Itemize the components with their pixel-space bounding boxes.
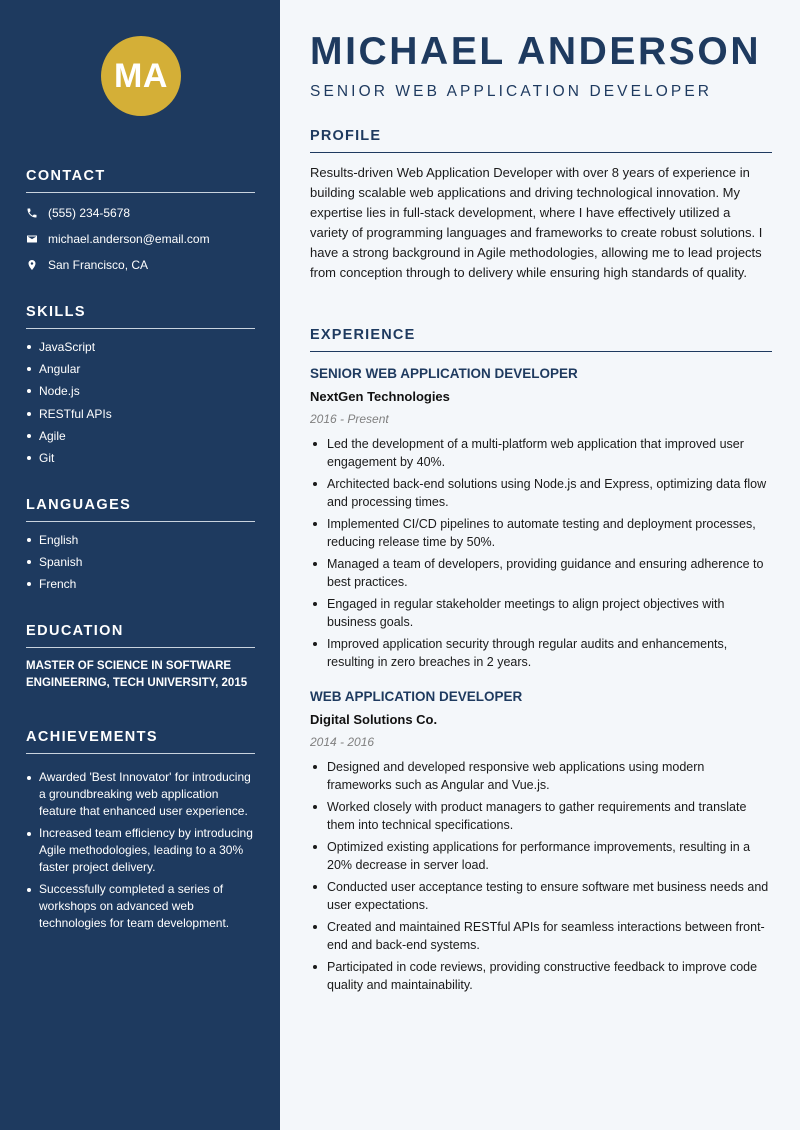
skill-item: JavaScript — [26, 336, 255, 358]
skill-item: Agile — [26, 425, 255, 447]
job-bullet: Conducted user acceptance testing to ensure software met business needs and user expectations. — [310, 878, 772, 914]
job-dates: 2014 - 2016 — [310, 735, 375, 749]
sidebar — [0, 0, 280, 1130]
contact-heading: CONTACT — [26, 168, 255, 193]
skill-item: RESTful APIs — [26, 403, 255, 425]
contact-phone-text: (555) 234-5678 — [48, 206, 131, 220]
job-bullet: Implemented CI/CD pipelines to automate testing and deployment processes, reducing release time by 50%. — [310, 515, 772, 551]
phone-icon — [26, 205, 48, 221]
skill-item: Angular — [26, 358, 255, 380]
skill-item: Node.js — [26, 380, 255, 402]
location-pin-icon — [26, 257, 48, 273]
job-dates: 2016 - Present — [310, 412, 389, 426]
achievements-section — [26, 729, 255, 937]
job-entry — [310, 364, 772, 675]
avatar: MA — [101, 36, 181, 116]
job-entry — [310, 687, 772, 998]
job-bullet: Engaged in regular stakeholder meetings to align project objectives with business goals. — [310, 595, 772, 631]
education-entry: MASTER OF SCIENCE IN SOFTWARE ENGINEERING, TECH UNIVERSITY, 2015 — [26, 660, 248, 689]
languages-list — [26, 529, 255, 596]
education-section — [26, 623, 255, 692]
language-item: Spanish — [26, 551, 255, 573]
job-title: WEB APPLICATION DEVELOPER — [310, 689, 523, 704]
job-bullet: Improved application security through regular audits and enhancements, resulting in zero breaches in 2 years. — [310, 635, 772, 671]
skill-item: Git — [26, 447, 255, 469]
contact-email-text: michael.anderson@email.com — [48, 232, 210, 246]
achievement-item: Awarded 'Best Innovator' for introducing a groundbreaking web application feature that enhanced user experience. — [26, 769, 255, 820]
candidate-name: MICHAEL ANDERSON — [310, 30, 762, 73]
contact-section — [26, 168, 255, 278]
skills-heading: SKILLS — [26, 304, 255, 329]
job-bullet: Designed and developed responsive web applications using modern frameworks such as Angular and Vue.js. — [310, 758, 772, 794]
language-item: French — [26, 573, 255, 595]
profile-heading: PROFILE — [310, 128, 772, 153]
job-bullet: Participated in code reviews, providing constructive feedback to improve code quality and maintainability. — [310, 958, 772, 994]
achievement-item: Successfully completed a series of workshops on advanced web technologies for team development. — [26, 881, 255, 932]
skills-section — [26, 304, 255, 469]
job-title: SENIOR WEB APPLICATION DEVELOPER — [310, 366, 578, 381]
job-bullet: Architected back-end solutions using Node.js and Express, optimizing data flow and processing times. — [310, 475, 772, 511]
achievement-item: Increased team efficiency by introducing Agile methodologies, leading to a 30% faster project delivery. — [26, 825, 255, 876]
email-icon — [26, 231, 48, 247]
job-bullet: Optimized existing applications for performance improvements, resulting in a 20% decrease in server load. — [310, 838, 772, 874]
job-bullets — [310, 435, 772, 671]
job-company: Digital Solutions Co. — [310, 712, 438, 727]
contact-location-text: San Francisco, CA — [48, 258, 149, 272]
job-company: NextGen Technologies — [310, 389, 450, 404]
job-bullet: Worked closely with product managers to gather requirements and translate them into technical specifications. — [310, 798, 772, 834]
job-bullet: Managed a team of developers, providing guidance and ensuring adherence to best practices. — [310, 555, 772, 591]
job-bullets — [310, 758, 772, 994]
languages-section — [26, 497, 255, 596]
contact-phone[interactable] — [26, 200, 255, 226]
experience-heading: EXPERIENCE — [310, 327, 772, 352]
candidate-title: SENIOR WEB APPLICATION DEVELOPER — [310, 83, 713, 100]
contact-location — [26, 252, 255, 278]
job-bullet: Created and maintained RESTful APIs for seamless interactions between front-end and back-end systems. — [310, 918, 772, 954]
language-item: English — [26, 529, 255, 551]
skills-list — [26, 336, 255, 469]
achievements-heading: ACHIEVEMENTS — [26, 729, 255, 754]
job-bullet: Led the development of a multi-platform web application that improved user engagement by 40%. — [310, 435, 772, 471]
contact-email[interactable] — [26, 226, 255, 252]
education-heading: EDUCATION — [26, 623, 255, 648]
achievements-list — [26, 769, 255, 932]
languages-heading: LANGUAGES — [26, 497, 255, 522]
profile-text: Results-driven Web Application Developer with over 8 years of experience in building scalable web applications and driving technological innovation. My expertise lies in full-stack development, where I have effectively utilized a variety of programming languages and frameworks to create robust solutions. I have a strong background in Agile methodologies, allowing me to lead projects from conception through to delivery while ensuring high standards of quality. — [310, 165, 763, 280]
